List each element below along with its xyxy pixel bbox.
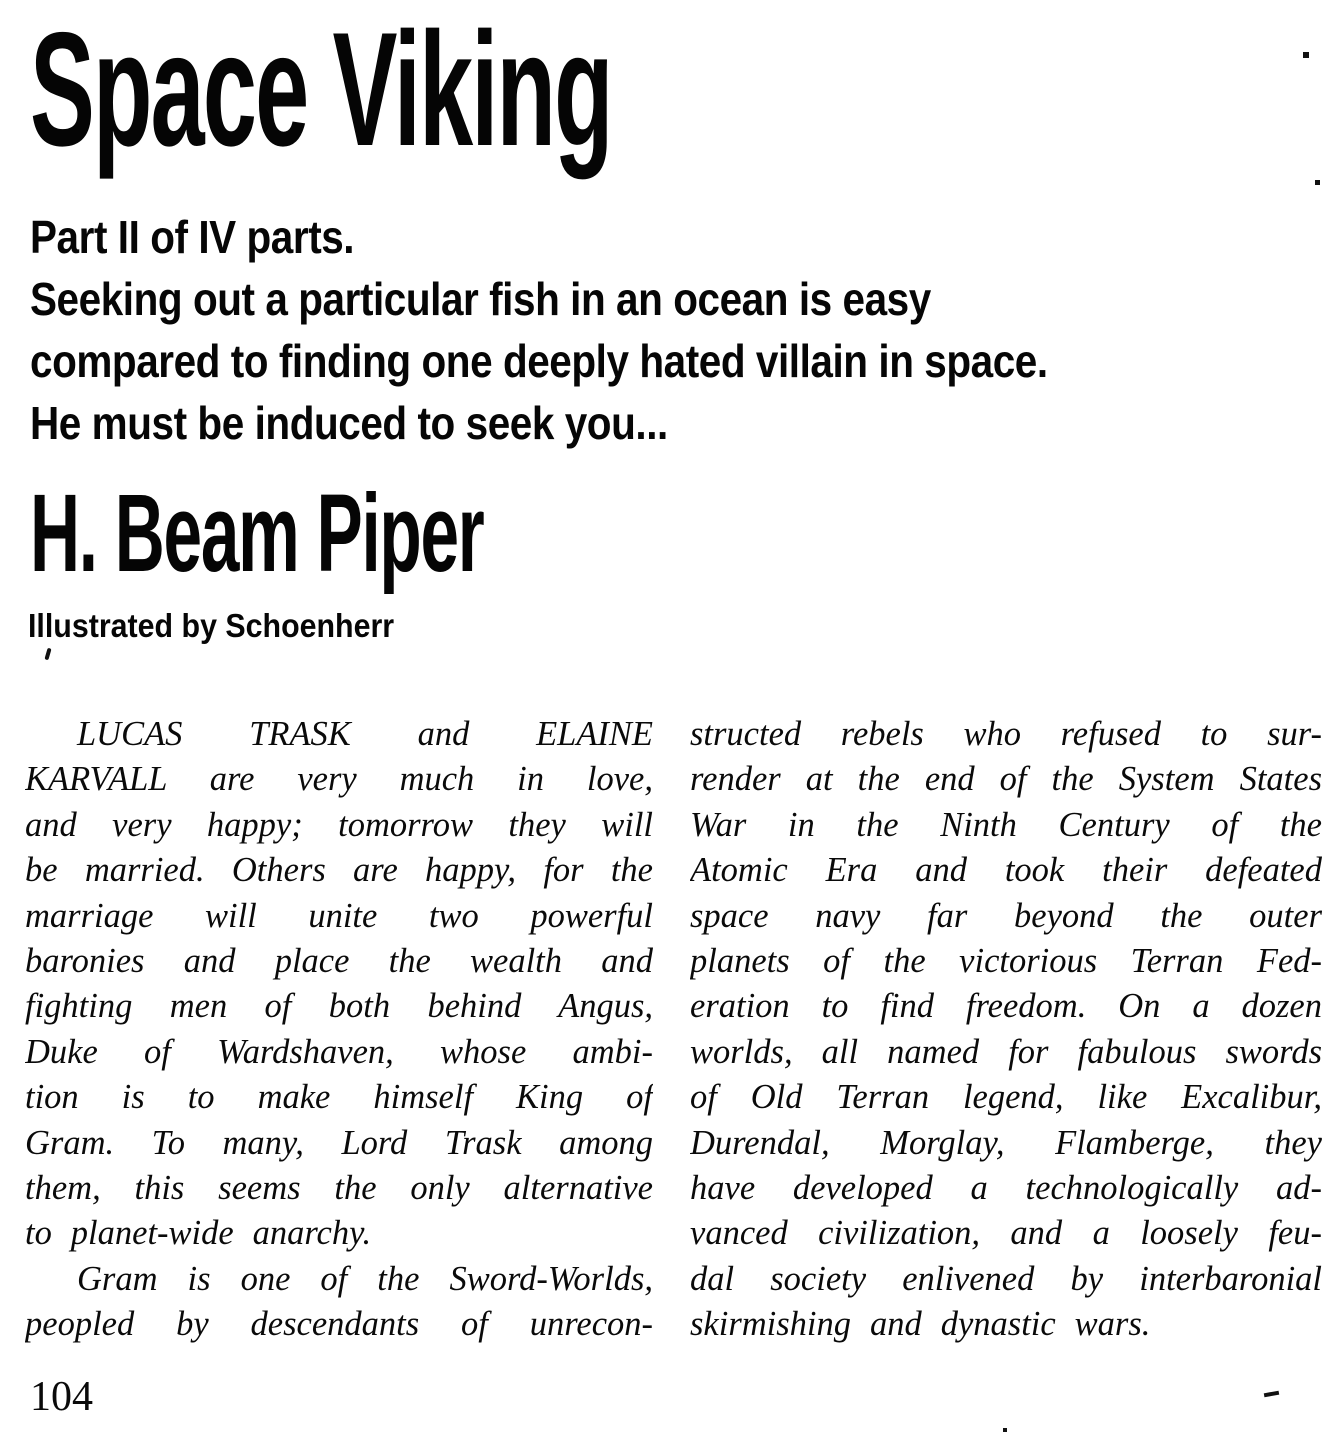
standfirst-line-3: compared to finding one deeply hated villain in space.: [30, 335, 1048, 387]
illustrator-credit: Illustrated by Schoenherr: [28, 607, 395, 644]
body-text-line: vanced civilization, and a loosely feu-: [690, 1214, 1322, 1253]
body-text-line: skirmishing and dynastic wars.: [690, 1305, 1151, 1344]
body-text-line: to planet-wide anarchy.: [25, 1214, 372, 1253]
body-text-line: marriage will unite two powerful: [25, 896, 653, 935]
body-column-right: [690, 712, 1322, 1347]
standfirst: [30, 206, 1048, 454]
standfirst-line-1: Part II of IV parts.: [30, 211, 355, 263]
story-title: Space Viking: [30, 0, 612, 180]
body-text-line: fighting men of both behind Angus,: [25, 987, 653, 1026]
page-number: 104: [30, 1374, 93, 1420]
scan-speck: [1264, 1391, 1279, 1398]
body-text-line: have developed a technologically ad-: [690, 1168, 1322, 1207]
body-text-line: Gram is one of the Sword-Worlds,: [77, 1259, 653, 1298]
body-text-line: baronies and place the wealth and: [25, 941, 653, 980]
body-text-line: War in the Ninth Century of the: [690, 805, 1322, 844]
body-text-line: KARVALL are very much in love,: [25, 760, 653, 799]
body-text-line: be married. Others are happy, for the: [25, 851, 653, 890]
body-text-line: planets of the victorious Terran Fed-: [690, 941, 1322, 980]
body-text-line: LUCAS TRASK and ELAINE: [77, 715, 653, 753]
body-text-line: Durendal, Morglay, Flamberge, they: [690, 1123, 1322, 1162]
body-text-line: render at the end of the System States: [690, 760, 1322, 799]
body-text-line: dal society enlivened by interbaronial: [690, 1259, 1322, 1298]
scan-speck: [1303, 52, 1309, 58]
scan-speck: [44, 648, 51, 661]
body-text-line: space navy far beyond the outer: [690, 896, 1322, 935]
body-text-line: them, this seems the only alternative: [25, 1168, 653, 1207]
body-text-line: Atomic Era and took their defeated: [690, 851, 1322, 890]
scan-speck: [1003, 1428, 1007, 1432]
body-text-line: of Old Terran legend, like Excalibur,: [690, 1078, 1322, 1117]
scan-speck: [1315, 180, 1320, 185]
author-name: H. Beam Piper: [30, 472, 484, 595]
body-text-line: structed rebels who refused to sur-: [690, 715, 1322, 753]
body-column-left: [25, 712, 653, 1347]
standfirst-line-4: He must be induced to seek you...: [30, 397, 668, 449]
body-text-line: tion is to make himself King of: [25, 1078, 653, 1117]
body-text-line: eration to find freedom. On a dozen: [690, 987, 1322, 1026]
standfirst-line-2: Seeking out a particular fish in an ocean is easy: [30, 273, 931, 325]
body-text-line: Duke of Wardshaven, whose ambi-: [25, 1032, 653, 1071]
body-text-line: and very happy; tomorrow they will: [25, 805, 653, 844]
body-text-line: Gram. To many, Lord Trask among: [25, 1123, 653, 1162]
body-text-line: worlds, all named for fabulous swords: [690, 1032, 1322, 1071]
body-text-line: peopled by descendants of unrecon-: [25, 1305, 653, 1344]
